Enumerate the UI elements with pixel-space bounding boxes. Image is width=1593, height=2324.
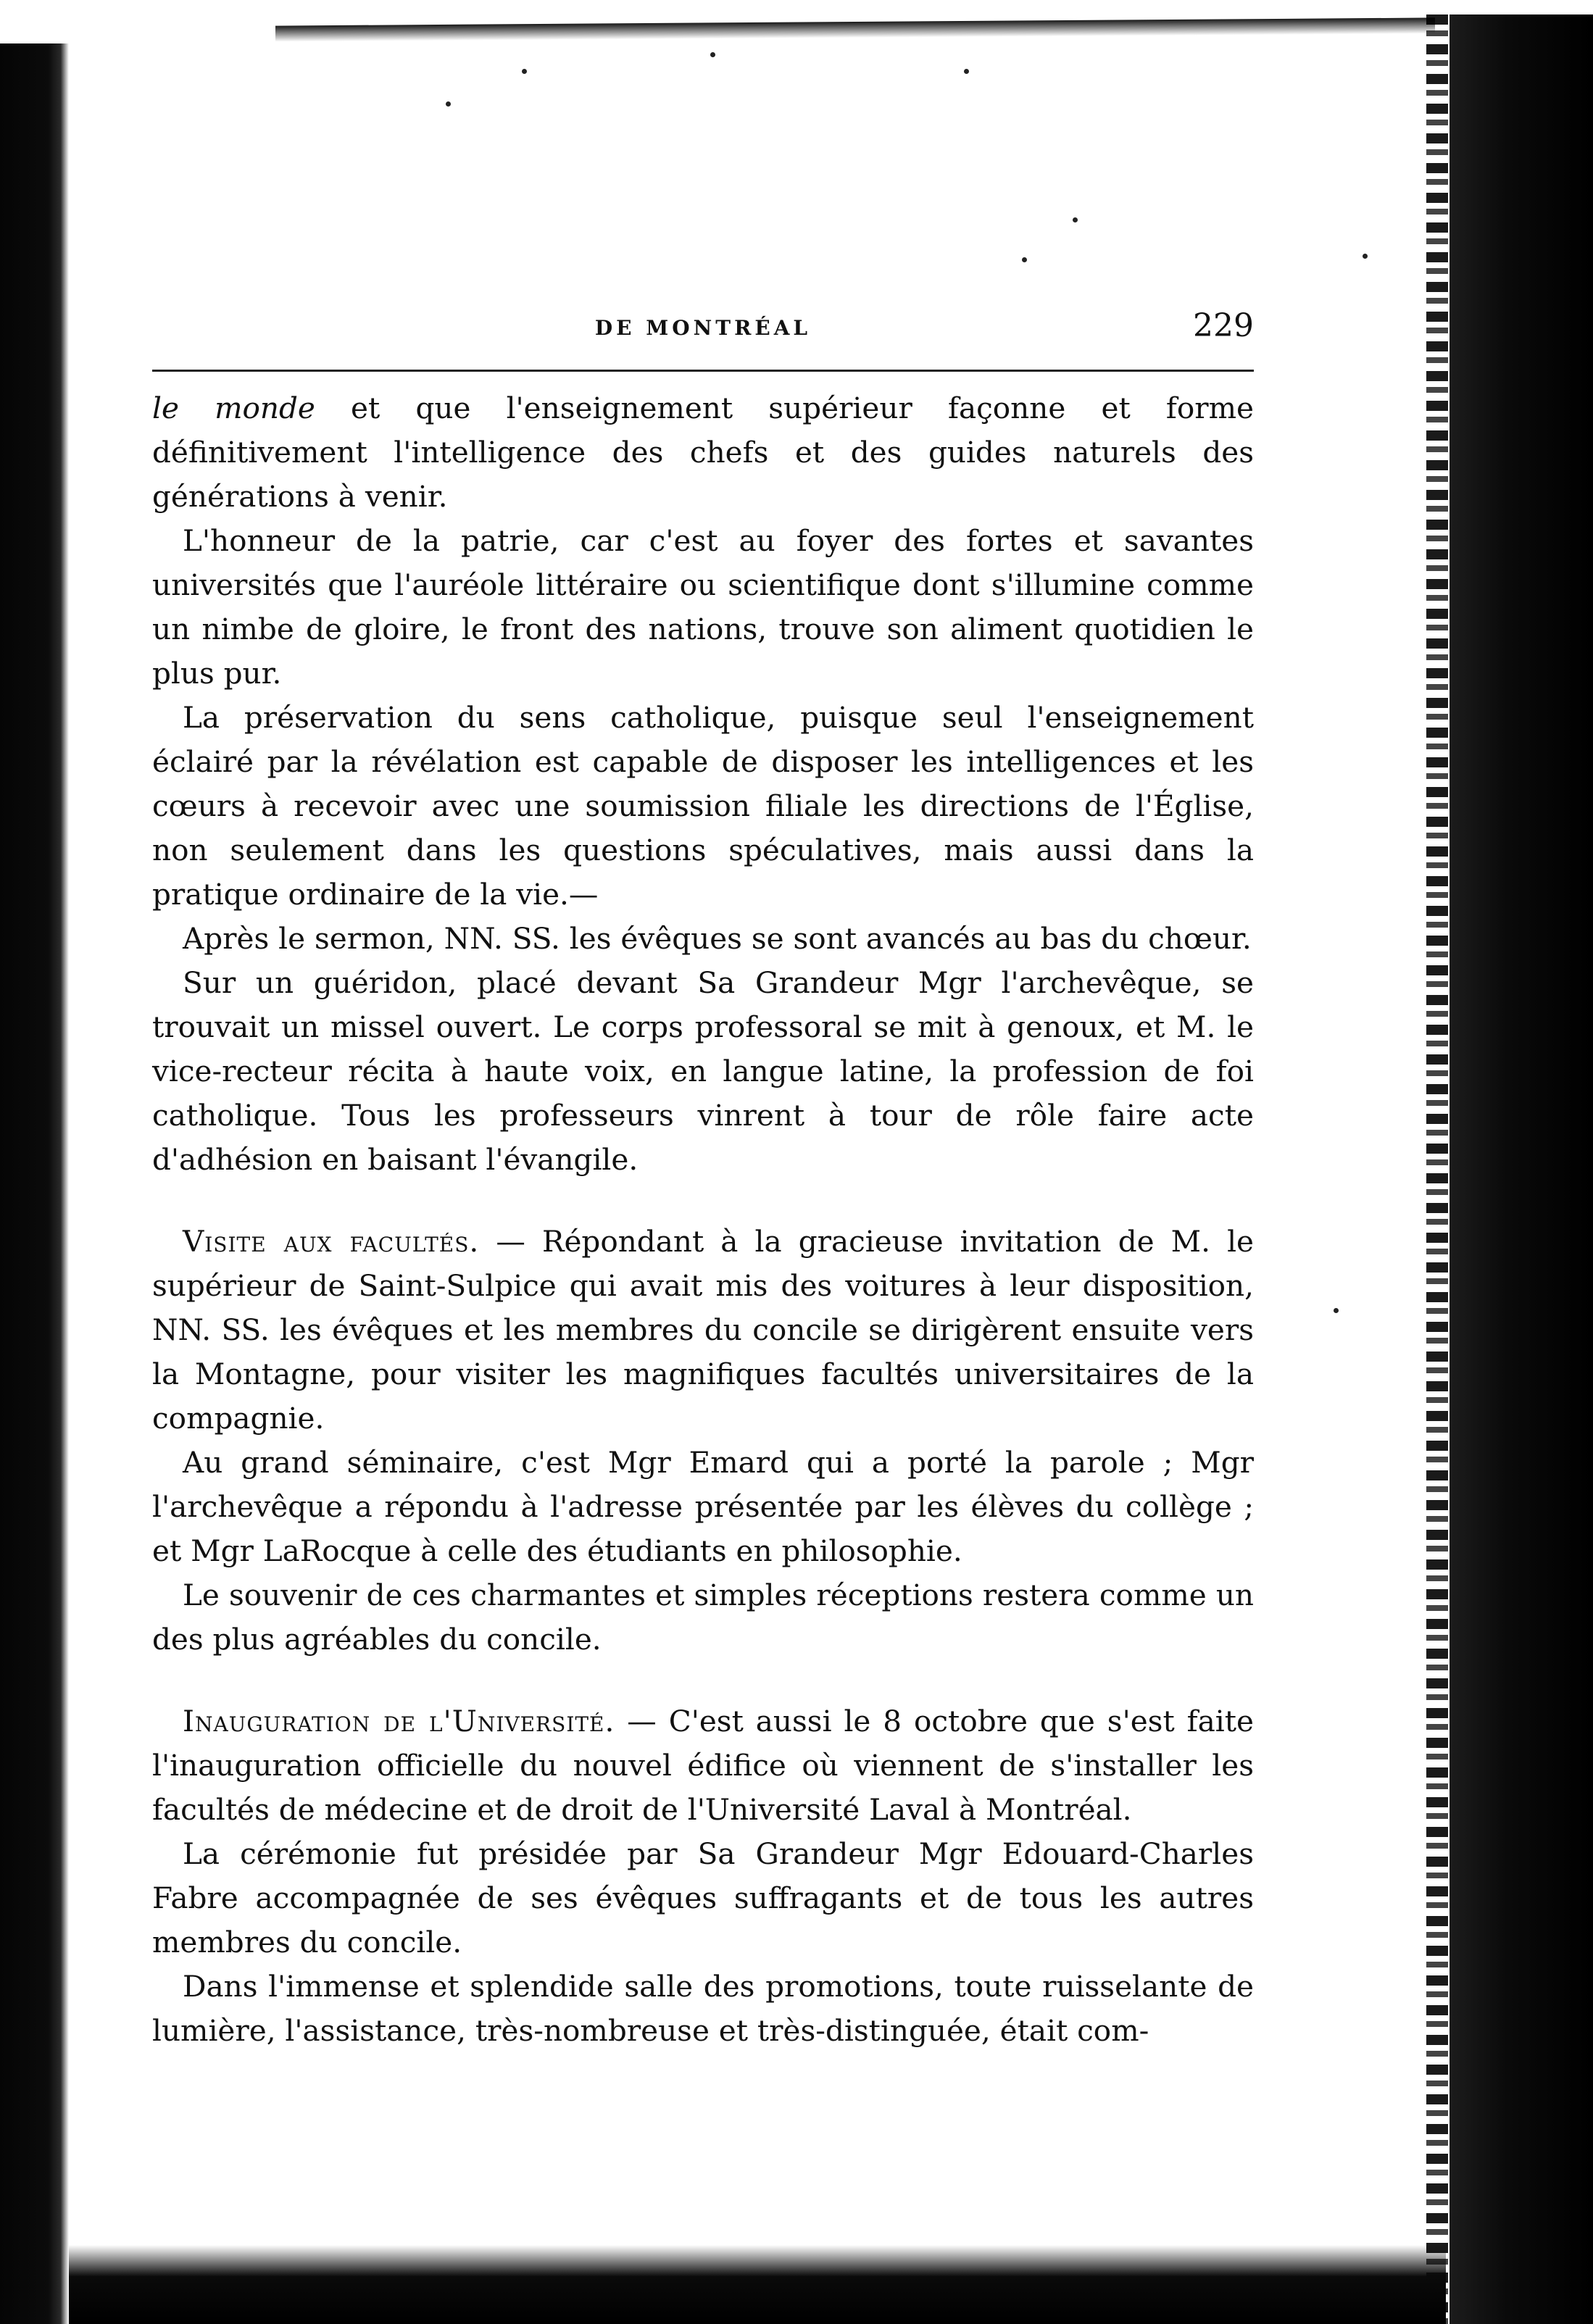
section-paragraph	[152, 1220, 1254, 1441]
paragraph: L'honneur de la patrie, car c'est au foyer des fortes et savantes universités que l'auréole littéraire ou scientifique dont s'illumine comme un nimbe de gloire, le front des nations, trouve son aliment quotidien le plus pur.	[152, 523, 1254, 691]
section-heading: Visite aux facultés.	[183, 1224, 480, 1259]
book-page	[152, 304, 1254, 2053]
scan-top-edge	[275, 17, 1435, 41]
scan-speck	[710, 52, 715, 57]
paragraph: Le souvenir de ces charmantes et simples réceptions restera comme un des plus agréables du concile.	[152, 1578, 1254, 1657]
paragraph-continuation	[152, 386, 1254, 519]
paragraph: La préservation du sens catholique, puisque seul l'enseignement éclairé par la révélation est capable de disposer les intelligences et les cœurs à recevoir avec une soumission filiale les directions de l'Église, non seulement dans les questions spéculatives, mais aussi dans la pratique ordinaire de la vie.—	[152, 700, 1254, 912]
paragraph-text: et que l'enseignement supérieur façonne et forme définitivement l'intelligence des chefs et des guides naturels des générations à venir.	[152, 391, 1254, 514]
scan-speck	[964, 69, 969, 74]
italic-lead: le monde	[152, 391, 315, 425]
scan-speck	[1334, 1308, 1339, 1313]
scan-speck	[1073, 217, 1078, 222]
scan-bottom-edge	[69, 2245, 1446, 2324]
paragraph-text: — Répondant à la gracieuse invitation de M. le supérieur de Saint-Sulpice qui avait mis des voitures à leur disposition, NN. SS. les évêques et les membres du concile se dirigèrent ensuite vers la Montagne, pour visiter les magnifiques facultés universitaires de la compagnie.	[152, 1224, 1255, 1436]
scan-right-gutter	[1426, 14, 1448, 2324]
scan-right-edge	[1426, 14, 1593, 2324]
scan-speck	[1363, 254, 1368, 259]
paragraph-text: — C'est aussi le 8 octobre que s'est faite l'inauguration officielle du nouvel édifice où viennent de s'installer les facultés de médecine et de droit de l'Université Laval à Montréal.	[152, 1704, 1254, 1827]
section-heading: Inauguration de l'Université.	[183, 1704, 615, 1738]
paragraph: La cérémonie fut présidée par Sa Grandeur Mgr Edouard-Charles Fabre accompagnée de ses évêques suffragants et de tous les autres membres du concile.	[152, 1836, 1254, 1959]
page-number: 229	[1193, 307, 1254, 344]
scan-speck	[446, 101, 451, 107]
paragraph: Dans l'immense et splendide salle des promotions, toute ruisselante de lumière, l'assistance, très-nombreuse et très-distinguée, était com-	[152, 1969, 1254, 2048]
scan-speck	[522, 69, 527, 74]
paragraph: Après le sermon, NN. SS. les évêques se sont avancés au bas du chœur.	[183, 921, 1252, 956]
running-title: DE MONTRÉAL	[594, 316, 812, 340]
scan-speck	[1022, 257, 1027, 262]
scan-left-edge	[0, 43, 69, 2324]
header-rule	[152, 370, 1254, 372]
running-header	[152, 304, 1254, 362]
paragraph: Au grand séminaire, c'est Mgr Emard qui a porté la parole ; Mgr l'archevêque a répondu à l'adresse présentée par les élèves du collège ; et Mgr LaRocque à celle des étudiants en philosophie.	[152, 1445, 1254, 1568]
section-paragraph	[152, 1699, 1254, 1832]
scan-right-band	[1449, 14, 1593, 2324]
paragraph: Sur un guéridon, placé devant Sa Grandeur Mgr l'archevêque, se trouvait un missel ouvert. Le corps professoral se mit à genoux, et M. le vice-recteur récita à haute voix, en langue latine, la profession de foi catholique. Tous les professeurs vinrent à tour de rôle faire acte d'adhésion en baisant l'évangile.	[152, 965, 1254, 1177]
